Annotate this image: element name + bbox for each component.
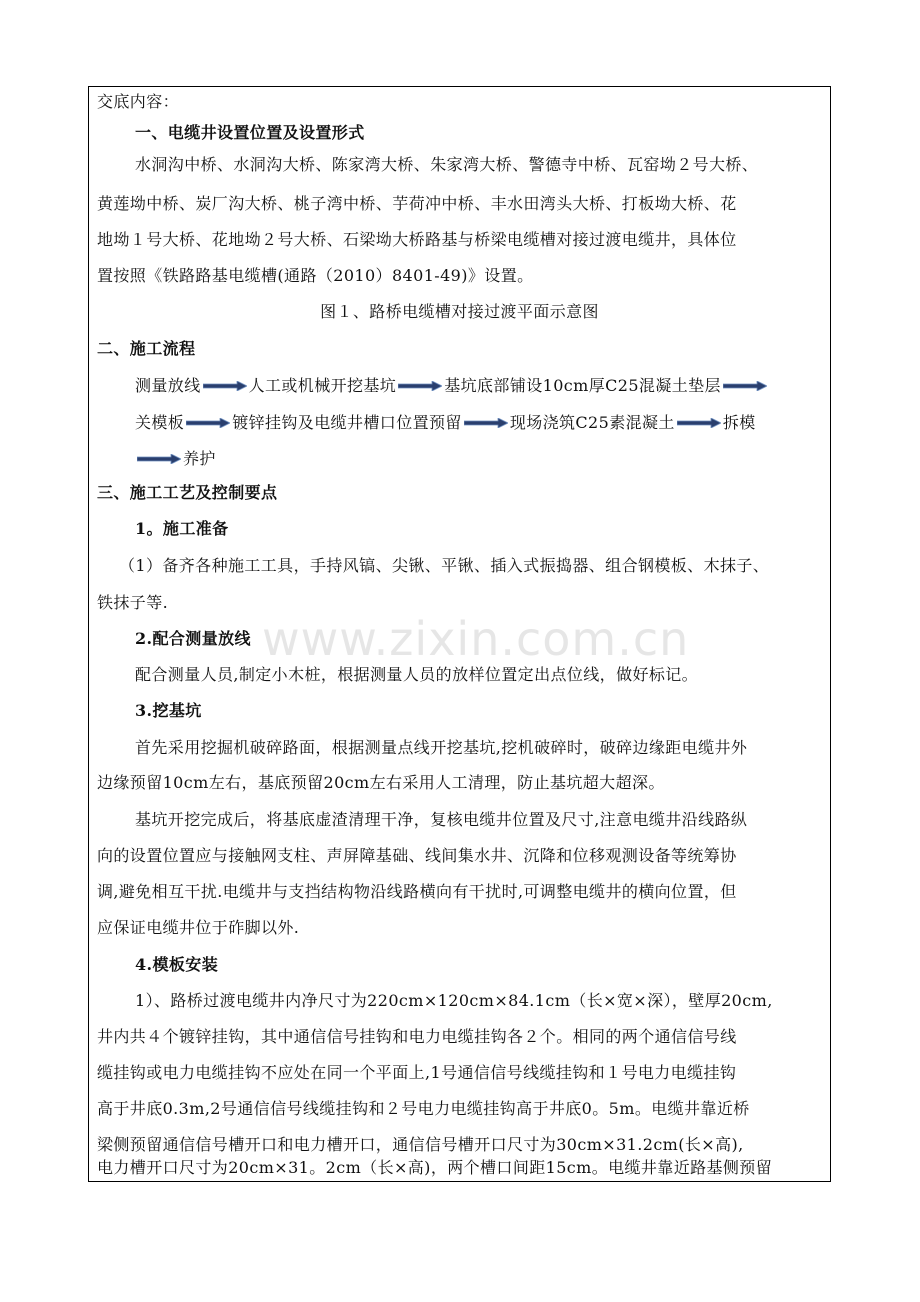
flow-row-1	[135, 376, 824, 396]
paragraph-line: 水洞沟中桥、水洞沟大桥、陈家湾大桥、朱家湾大桥、警德寺中桥、瓦窑坳２号大桥、	[135, 155, 759, 174]
flow-arrow-icon	[723, 381, 767, 391]
subsection-heading: 1。施工准备	[135, 519, 229, 538]
flow-row-2	[135, 413, 824, 433]
disclosure-heading: 交底内容：	[97, 92, 180, 111]
paragraph-line: 配合测量人员,制定小木桩，根据测量人员的放样位置定出点位线，做好标记。	[135, 665, 699, 684]
flow-step: 现场浇筑C25素混凝土	[509, 413, 675, 432]
document-frame	[88, 86, 831, 1182]
watermark: www.zixin.com.cn	[262, 612, 690, 666]
flow-step: 拆模	[722, 413, 756, 432]
paragraph-line: 调,避免相互干扰.电缆井与支挡结构物沿线路横向有干扰时,可调整电缆井的横向位置，但	[97, 882, 737, 901]
paragraph-line: 高于井底0.3m,2号通信信号线缆挂钩和２号电力电缆挂钩高于井底0。5m。电缆井靠近桥	[97, 1099, 750, 1118]
flow-arrow-icon	[398, 381, 442, 391]
flow-arrow-icon	[464, 418, 508, 428]
section-3-heading: 三、施工工艺及控制要点	[97, 483, 278, 502]
paragraph-line: 梁侧预留通信信号槽开口和电力槽开口，通信信号槽开口尺寸为30cm×31.2cm(长×高),	[97, 1135, 744, 1154]
subsection-heading: 2.配合测量放线	[135, 629, 251, 648]
paragraph-line: （1）备齐各种施工工具，手持风镐、尖锹、平锹、插入式振捣器、组合钢模板、木抹子、	[119, 556, 770, 575]
paragraph-line: 1）、路桥过渡电缆井内净尺寸为220cm×120cm×84.1cm（长×宽×深），壁厚20cm,	[135, 991, 773, 1010]
flow-step: 基坑底部铺设10cm厚C25混凝土垫层	[444, 376, 721, 395]
paragraph-line: 边缘预留10cm左右，基底预留20cm左右采用人工清理，防止基坑超大超深。	[97, 773, 665, 792]
flow-step: 养护	[183, 449, 216, 468]
paragraph-line: 地坳１号大桥、花地坳２号大桥、石梁坳大桥路基与桥梁电缆槽对接过渡电缆井，具体位	[97, 230, 737, 249]
flow-arrow-icon	[186, 418, 230, 428]
flow-step: 关模板	[135, 413, 185, 432]
figure-caption: 图１、路桥电缆槽对接过渡平面示意图	[320, 302, 599, 321]
flow-step: 人工或机械开挖基坑	[248, 376, 397, 395]
paragraph-line: 井内共４个镀锌挂钩，其中通信信号挂钩和电力电缆挂钩各２个。相同的两个通信信号线	[97, 1027, 737, 1046]
flow-arrow-icon	[137, 454, 181, 464]
subsection-heading: 3.挖基坑	[135, 701, 202, 720]
paragraph-line: 黄莲坳中桥、炭厂沟大桥、桃子湾中桥、芋荷冲中桥、丰水田湾头大桥、打板坳大桥、花	[97, 194, 737, 213]
flow-arrow-icon	[677, 418, 721, 428]
subsection-heading: 4.模板安装	[135, 955, 219, 974]
flow-arrow-icon	[203, 381, 247, 391]
section-2-heading: 二、施工流程	[97, 339, 196, 358]
paragraph-line: 应保证电缆井位于砟脚以外.	[97, 918, 300, 937]
flow-row-3	[135, 449, 824, 469]
paragraph-line: 电力槽开口尺寸为20cm×31。2cm（长×高)，两个槽口间距15cm。电缆井靠近路基侧预留	[97, 1158, 773, 1177]
section-1-heading: 一、电缆井设置位置及设置形式	[135, 123, 365, 142]
paragraph-line: 置按照《铁路路基电缆槽(通路（2010）8401-49)》设置。	[97, 266, 534, 285]
paragraph-line: 缆挂钩或电力电缆挂钩不应处在同一个平面上,1号通信信号线缆挂钩和１号电力电缆挂钩	[97, 1063, 737, 1082]
paragraph-line: 向的设置位置应与接触网支柱、声屏障基础、线间集水井、沉降和位移观测设备等统筹协	[97, 846, 737, 865]
paragraph-line: 基坑开挖完成后，将基底虚渣清理干净，复核电缆井位置及尺寸,注意电缆井沿线路纵	[135, 810, 748, 829]
flow-step: 测量放线	[135, 376, 201, 395]
paragraph-line: 首先采用挖掘机破碎路面，根据测量点线开挖基坑,挖机破碎时，破碎边缘距电缆井外	[135, 738, 748, 757]
paragraph-line: 铁抹子等.	[97, 593, 169, 612]
flow-step: 镀锌挂钩及电缆井槽口位置预留	[232, 413, 462, 432]
